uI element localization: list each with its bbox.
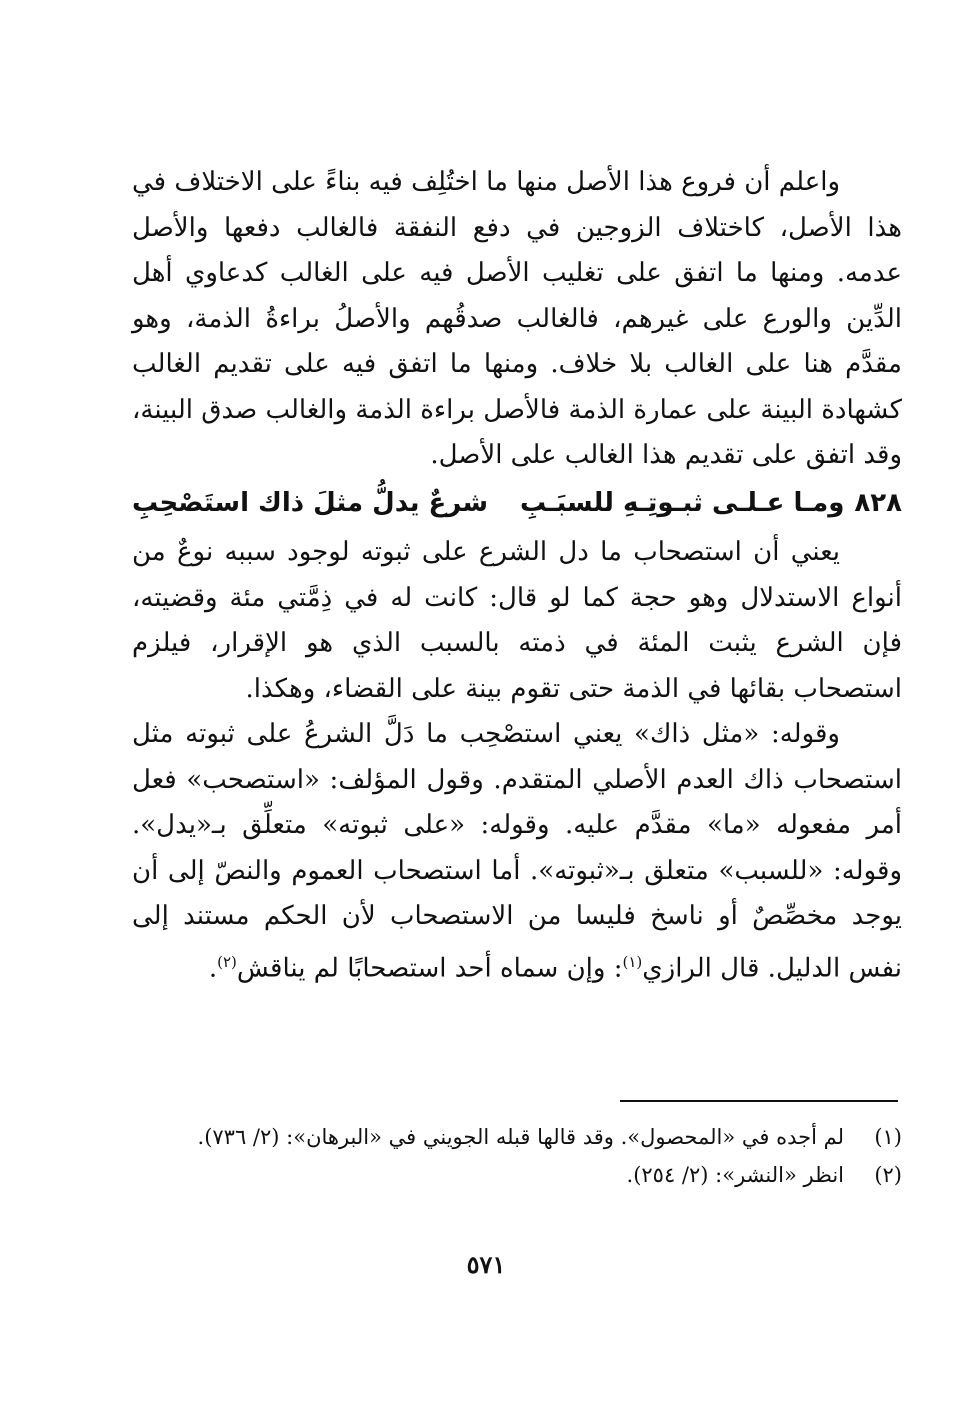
footnote-ref-1[interactable]: (١) xyxy=(622,952,643,971)
footnote-text: انظر «النشر»: (٢/ ٢٥٤). xyxy=(626,1163,844,1187)
paragraph-3-continuation: : وإن سماه أحد استصحابًا لم يناقش xyxy=(236,953,623,984)
page-number: ٥٧١ xyxy=(466,1250,506,1279)
footnote-divider xyxy=(620,1100,898,1102)
footnotes xyxy=(132,1118,902,1194)
paragraph-3 xyxy=(132,712,902,992)
verse-number: ٨٢٨ xyxy=(854,487,902,518)
footnote-1 xyxy=(132,1118,902,1156)
verse-line xyxy=(132,481,902,527)
footnote-text: لم أجده في «المحصول». وقد قالها قبله الجويني في «البرهان»: (٢/ ٧٣٦). xyxy=(197,1125,844,1149)
footnote-number: (١) xyxy=(874,1125,902,1149)
footnote-ref-2[interactable]: (٢) xyxy=(217,952,237,971)
paragraph-1: واعلم أن فروع هذا الأصل منها ما اختُلِف فيه بناءً على الاختلاف في هذا الأصل، كاختلاف الزوجين في دفع النفقة فالغالب دفعها والأصل عدمه. ومنها ما اتفق على تغليب الأصل فيه على الغالب كدعاوي أهل الدِّين والورع على غيرهم، فالغالب صدقُهم والأصلُ براءةُ الذمة، وهو مقدَّم هنا على الغالب بلا خلاف. ومنها ما اتفق فيه على تقديم الغالب كشهادة البينة على عمارة الذمة فالأصل براءة الذمة والغالب صدق البينة، وقد اتفق على تقديم هذا الغالب على الأصل. xyxy=(132,167,902,470)
verse-first-hemistich: ومـا عـلـى ثبـوتِـهِ للسبَـبِ xyxy=(520,487,845,518)
paragraph-3-end: . xyxy=(208,953,218,984)
main-text xyxy=(132,160,902,992)
paragraph-3-text: وقوله: «مثل ذاك» يعني استصْحِب ما دَلَّ الشرعُ على ثبوته مثل استصحاب ذاك العدم الأصلي المتقدم. وقول المؤلف: «استصحب» فعل أمر مفعوله «ما» مقدَّم عليه. وقوله: «على ثبوته» متعلِّق بـ«يدل». وقوله: «للسبب» متعلق بـ«ثبوته». أما استصحاب العموم والنصّ إلى أن يوجد مخصِّصٌ أو ناسخ فليسا من الاستصحاب لأن الحكم مستند إلى نفس الدليل. قال الرازي xyxy=(132,719,902,984)
verse-second-hemistich: شرعٌ يدلُّ مثلَ ذاك استَصْحِبِ xyxy=(132,487,489,518)
paragraph-2: يعني أن استصحاب ما دل الشرع على ثبوته لوجود سببه نوعٌ من أنواع الاستدلال وهو حجة كما لو قال: كانت له في ذِمَّتي مئة وقضيته، فإن الشرع يثبت المئة في ذمته بالسبب الذي هو الإقرار، فيلزم استصحاب بقائها في الذمة حتى تقوم بينة على القضاء، وهكذا. xyxy=(132,537,902,704)
footnote-number: (٢) xyxy=(874,1163,902,1187)
footnote-2 xyxy=(132,1156,902,1194)
